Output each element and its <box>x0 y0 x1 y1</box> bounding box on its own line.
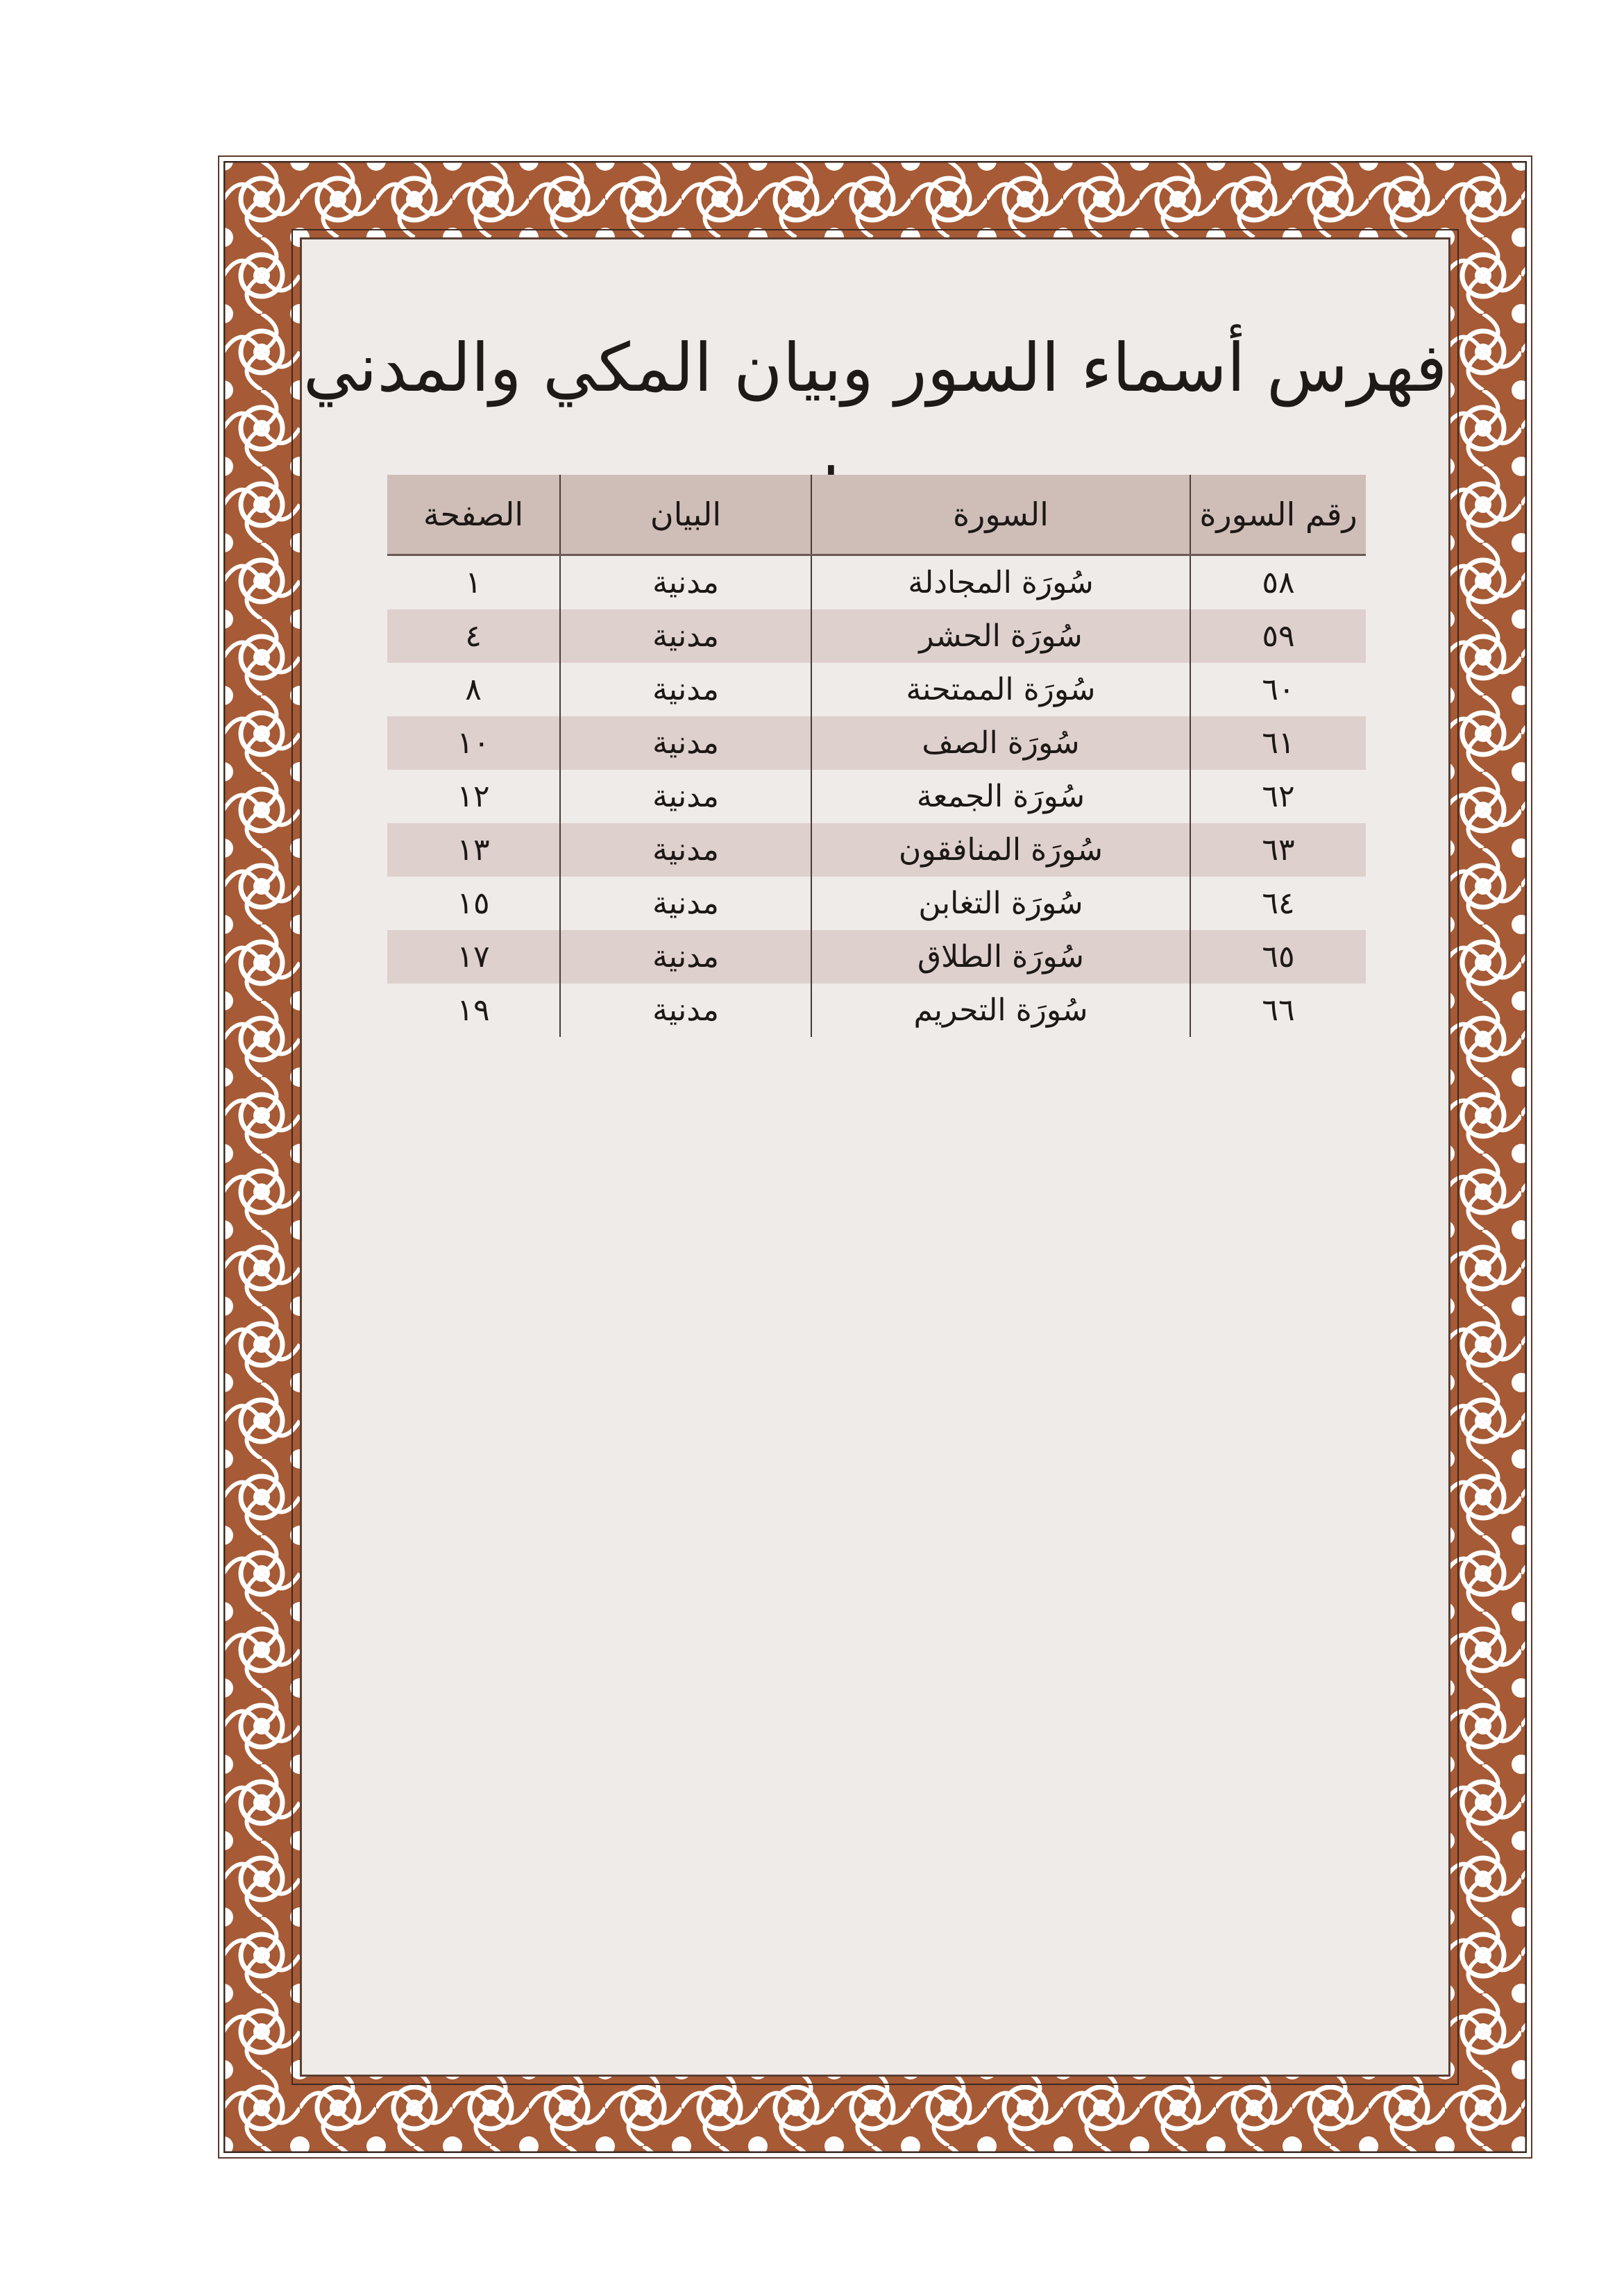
surah-type: مدنية <box>561 556 812 609</box>
table-row <box>387 556 1366 609</box>
header-type: البيان <box>561 475 812 554</box>
header-number: رقم السورة <box>1199 496 1357 533</box>
surah-type: مدنية <box>561 930 812 984</box>
surah-type: مدنية <box>561 609 812 663</box>
surah-page: ١٢ <box>387 770 561 823</box>
surah-page: ٨ <box>387 663 561 716</box>
surah-type: مدنية <box>561 984 812 1037</box>
surah-name: سُورَة الممتحنة <box>812 663 1191 716</box>
surah-number: ٦٢ <box>1262 779 1295 814</box>
surah-name: سُورَة الجمعة <box>812 770 1191 823</box>
table-header-row <box>387 475 1366 556</box>
surah-number: ٦٣ <box>1262 832 1295 868</box>
surah-index-table <box>387 475 1366 1037</box>
surah-name: سُورَة المنافقون <box>812 823 1191 877</box>
surah-page: ١٩ <box>387 984 561 1037</box>
table-row <box>387 663 1366 716</box>
surah-name: سُورَة المجادلة <box>812 556 1191 609</box>
surah-type: مدنية <box>561 877 812 930</box>
page-title: فهرس أسماء السور وبيان المكي والمدني <box>303 329 1448 407</box>
table-row <box>387 984 1366 1037</box>
surah-number: ٦٦ <box>1262 993 1295 1028</box>
surah-type: مدنية <box>561 663 812 716</box>
surah-name: سُورَة الصف <box>812 716 1191 770</box>
header-page: الصفحة <box>387 475 561 554</box>
surah-type: مدنية <box>561 770 812 823</box>
surah-page: ١٠ <box>387 716 561 770</box>
surah-name: سُورَة التحريم <box>812 984 1191 1037</box>
surah-page: ١٣ <box>387 823 561 877</box>
table-row <box>387 716 1366 770</box>
surah-page: ١٥ <box>387 877 561 930</box>
surah-number: ٥٨ <box>1262 565 1295 600</box>
table-row <box>387 877 1366 930</box>
header-surah: السورة <box>812 475 1191 554</box>
surah-number: ٦١ <box>1262 725 1295 761</box>
surah-page: ١٧ <box>387 930 561 984</box>
surah-type: مدنية <box>561 823 812 877</box>
surah-number: ٥٩ <box>1262 618 1295 654</box>
surah-type: مدنية <box>561 716 812 770</box>
surah-name: سُورَة الحشر <box>812 609 1191 663</box>
surah-number: ٦٠ <box>1262 672 1295 707</box>
table-row <box>387 609 1366 663</box>
surah-page: ٤ <box>387 609 561 663</box>
surah-number: ٦٤ <box>1262 886 1295 921</box>
table-row <box>387 930 1366 984</box>
surah-name: سُورَة التغابن <box>812 877 1191 930</box>
surah-name: سُورَة الطلاق <box>812 930 1191 984</box>
table-row <box>387 770 1366 823</box>
surah-page: ١ <box>387 556 561 609</box>
table-row <box>387 823 1366 877</box>
surah-number: ٦٥ <box>1262 939 1295 974</box>
